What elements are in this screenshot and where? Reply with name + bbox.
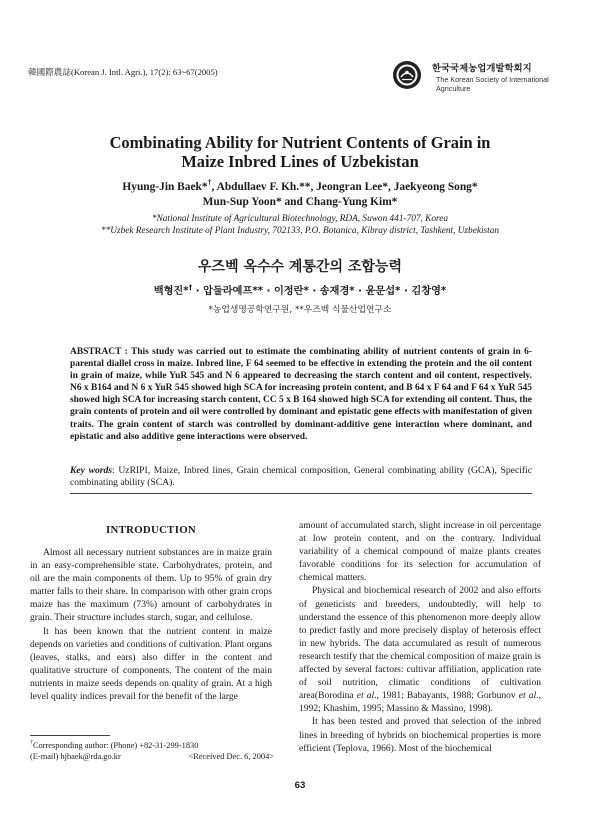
intro-p4-a: Physical and biochemical research of 2002 and also efforts of geneticists and breeders, undoubtedly, will help to understand the essence of this phenomenon more deeply allow to predict fastly and more precisely display of heterosis effect in new hybrids. The data accumulated as result of numerous research testify that the chemical composition of maize grain is affected by several factors: cultivar affiliation, application rate of soil nutrition, climatic conditions of cultivation area(Borodina [299,585,541,702]
intro-p4-b: ., 1981; Babayants, 1988; Gorbunov [374,690,519,702]
section-heading-introduction: INTRODUCTION [106,524,196,536]
corresponding-mark: † [207,178,212,188]
paper-title [40,134,560,171]
author-line1 [40,180,560,195]
paper-title-line1: Combinating Ability for Nutrient Contents of Grain in [109,133,491,152]
society-name-english-line2: Agriculture [436,84,471,93]
footnote-mark: † [30,740,33,747]
society-emblem-icon [392,60,422,90]
footnote-received: <Received Dec. 6, 2004> [188,752,274,761]
society-name-english [436,75,586,93]
korean-affiliation: *농업생명공학연구원, **우즈벡 식물산업연구소 [208,305,392,315]
section-divider [70,493,532,494]
intro-paragraph-1: Almost all necessary nutrient substances are in maize grain in an easy-comprehensible state. Carbohydrates, protein, and oil are the main components of them. Up to 95% of grain dry matter falls to their share. In comparison with other grain crops maize has the maximum (73%) amount of carbohydrates in grain. Their structure includes starch, sugar, and cellulose. [30,547,272,624]
author-first: Hyung-Jin Baek* [122,181,208,193]
society-name-english-line1: The Korean Society of International [436,75,549,84]
affiliation-line1: *National Institute of Agricultural Biotechnology, RDA, Suwon 441-707, Korea [151,214,449,224]
keywords-label: Key words [70,465,113,476]
journal-reference: 韓國際農誌(Korean J. Intl. Agri.), 17(2): 63~67(2005) [28,67,218,77]
footnote-line2 [30,751,274,762]
intro-paragraph-2: It has been known that the nutrient content in maize depends on varieties and conditions of cultivation. Plant organs (leaves, stalks, and ears) also differ in the content and qualitative structure of components. The content of the main nutrients in maize seeds depends on quality of grain. At a high level quality indices prevail for the benefit of the large [30,625,272,703]
column-right [299,519,541,755]
footnote-email: (E-mail) hjbaek@rda.go.kr [30,752,121,761]
intro-p4-etal-1: et al [356,690,375,702]
page-number: 63 [294,780,306,791]
korean-author-rest: · 압둘라예프** · 이정란* · 송재경* · 윤문섭* · 김창영* [192,286,447,297]
affiliation-line2: **Uzbek Research Institute of Plant Industry, 702133, P.O. Botanica, Kibray district, Tashkent, Uzbekistan [100,226,500,236]
abstract: ABSTRACT : This study was carried out to estimate the combinating ability of nutrient contents of grain in 6-parental diallel cross in maize. Inbred line, F 64 seemed to be effective in extending the protein and the oil content in grain of maize, while YuR 545 and N 6 appeared to decreasing the starch content and oil content, respectively. N6 x B164 and N 6 x YuR 545 showed high SCA for increasing protein content, and B 64 x F 64 and F 64 x YuR 545 showed high SCA for increasing starch content, CC 5 x B 164 showed high SCA for extending oil content. Thus, the grain contents of protein and oil were controlled by dominant and epistatic gene effects with manifestation of given traits. The grain content of starch was controlled by dominant-additive gene interaction where dominant, and epistatic and also additive gene interactions were observed. [70,347,532,442]
author-line2: Mun-Sup Yoon* and Chang-Yung Kim* [202,195,398,208]
korean-title: 우즈벡 옥수수 계통간의 조합능력 [198,259,402,275]
korean-author-first: 백형진* [153,286,189,297]
korean-authors [40,282,560,297]
intro-paragraph-5: It has been tested and proved that selection of the inbred lines in breeding of hybrids on biochemical properties is more efficient (Teplova, 1966). Most of the biochemical [299,716,541,754]
column-left [30,546,272,703]
intro-paragraph-3: amount of accumulated starch, slight increase in oil percentage at low protein content, and on the contrary. Individual variability of a chemical compound of maize plants creates favorable conditions for its selection for accumulation of chemical matters. [299,520,541,584]
society-name-korean: 한국국제농업개발학회지 [432,63,532,74]
affiliations [20,213,580,237]
korean-corresponding-mark: † [188,282,193,292]
intro-paragraph-4 [299,584,541,715]
keywords-text: : UzRIPI, Maize, Inbred lines, Grain chemical composition, General combinating ability (GCA), Specific combinating ability (SCA). [70,465,532,489]
footnote-divider [30,735,110,736]
author-rest: , Abdullaev F. Kh.**, Jeongran Lee*, Jaekyeong Song* [211,181,478,193]
footnote-line1 [30,740,274,751]
author-list [40,180,560,209]
paper-title-line2: Maize Inbred Lines of Uzbekistan [181,151,419,171]
keywords [70,465,532,489]
footnote [30,740,274,762]
intro-p4-c: ., 1992; Khashim, 1995; Massino & Massino, 1998). [299,690,541,715]
intro-p4-etal-2: et al [518,690,537,702]
footnote-phone: Corresponding author: (Phone) +82-31-299-1830 [32,741,199,750]
